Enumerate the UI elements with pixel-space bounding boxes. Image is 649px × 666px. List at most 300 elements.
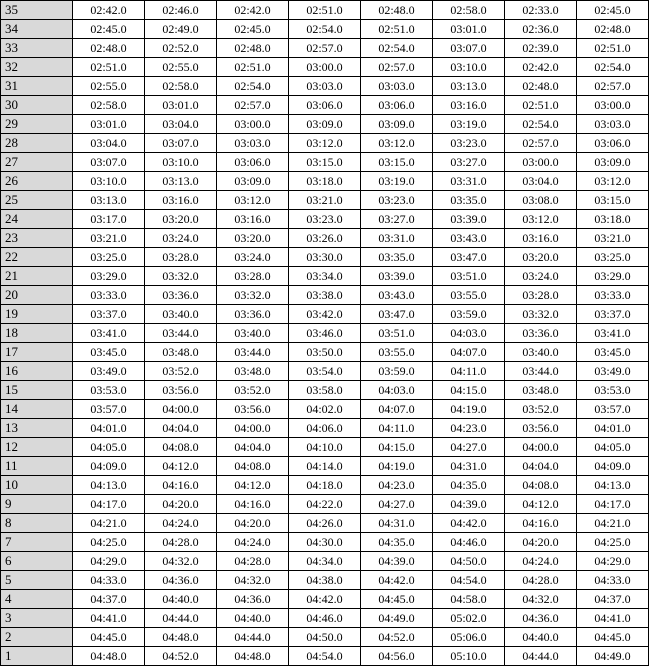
table-cell[interactable]: 03:16.0 <box>433 96 505 115</box>
table-cell[interactable]: 03:13.0 <box>73 191 145 210</box>
table-cell[interactable]: 03:49.0 <box>73 362 145 381</box>
table-cell[interactable]: 04:28.0 <box>145 533 217 552</box>
table-cell[interactable]: 04:13.0 <box>73 476 145 495</box>
table-cell[interactable]: 04:21.0 <box>577 514 649 533</box>
table-cell[interactable]: 03:06.0 <box>289 96 361 115</box>
row-number-cell[interactable]: 31 <box>1 77 73 96</box>
table-cell[interactable]: 02:58.0 <box>73 96 145 115</box>
row-number-cell[interactable]: 12 <box>1 438 73 457</box>
table-cell[interactable]: 03:00.0 <box>217 115 289 134</box>
table-cell[interactable]: 03:51.0 <box>361 324 433 343</box>
table-cell[interactable]: 04:04.0 <box>145 419 217 438</box>
table-cell[interactable]: 04:03.0 <box>433 324 505 343</box>
table-cell[interactable]: 03:48.0 <box>505 381 577 400</box>
table-cell[interactable]: 04:52.0 <box>145 647 217 666</box>
table-cell[interactable]: 03:48.0 <box>217 362 289 381</box>
table-cell[interactable]: 04:50.0 <box>433 552 505 571</box>
table-cell[interactable]: 02:51.0 <box>361 20 433 39</box>
table-cell[interactable]: 03:16.0 <box>145 191 217 210</box>
table-cell[interactable]: 04:10.0 <box>289 438 361 457</box>
table-cell[interactable]: 04:17.0 <box>577 495 649 514</box>
table-cell[interactable]: 04:04.0 <box>505 457 577 476</box>
table-cell[interactable]: 04:38.0 <box>289 571 361 590</box>
table-cell[interactable]: 02:49.0 <box>145 20 217 39</box>
row-number-cell[interactable]: 18 <box>1 324 73 343</box>
table-cell[interactable]: 03:28.0 <box>505 286 577 305</box>
table-cell[interactable]: 05:06.0 <box>433 628 505 647</box>
table-cell[interactable]: 04:29.0 <box>577 552 649 571</box>
table-cell[interactable]: 04:49.0 <box>361 609 433 628</box>
table-cell[interactable]: 02:54.0 <box>217 77 289 96</box>
table-cell[interactable]: 04:36.0 <box>217 590 289 609</box>
table-cell[interactable]: 03:42.0 <box>289 305 361 324</box>
table-cell[interactable]: 03:32.0 <box>145 267 217 286</box>
table-cell[interactable]: 03:09.0 <box>217 172 289 191</box>
table-cell[interactable]: 03:01.0 <box>73 115 145 134</box>
table-cell[interactable]: 04:32.0 <box>145 552 217 571</box>
table-cell[interactable]: 04:46.0 <box>289 609 361 628</box>
table-cell[interactable]: 03:58.0 <box>289 381 361 400</box>
table-cell[interactable]: 03:44.0 <box>217 343 289 362</box>
table-cell[interactable]: 04:12.0 <box>217 476 289 495</box>
table-cell[interactable]: 04:54.0 <box>289 647 361 666</box>
table-cell[interactable]: 04:32.0 <box>217 571 289 590</box>
table-cell[interactable]: 04:09.0 <box>73 457 145 476</box>
table-cell[interactable]: 04:20.0 <box>217 514 289 533</box>
table-cell[interactable]: 03:49.0 <box>577 362 649 381</box>
table-cell[interactable]: 04:45.0 <box>577 628 649 647</box>
table-cell[interactable]: 03:06.0 <box>361 96 433 115</box>
table-cell[interactable]: 03:15.0 <box>361 153 433 172</box>
table-cell[interactable]: 03:03.0 <box>361 77 433 96</box>
table-cell[interactable]: 02:57.0 <box>217 96 289 115</box>
table-cell[interactable]: 04:50.0 <box>289 628 361 647</box>
table-cell[interactable]: 03:28.0 <box>217 267 289 286</box>
table-cell[interactable]: 04:41.0 <box>73 609 145 628</box>
table-cell[interactable]: 03:19.0 <box>433 115 505 134</box>
table-cell[interactable]: 03:07.0 <box>145 134 217 153</box>
table-cell[interactable]: 03:04.0 <box>505 172 577 191</box>
row-number-cell[interactable]: 8 <box>1 514 73 533</box>
table-cell[interactable]: 04:11.0 <box>361 419 433 438</box>
table-cell[interactable]: 03:39.0 <box>433 210 505 229</box>
table-cell[interactable]: 04:37.0 <box>577 590 649 609</box>
table-cell[interactable]: 04:08.0 <box>217 457 289 476</box>
table-cell[interactable]: 03:30.0 <box>289 248 361 267</box>
table-cell[interactable]: 02:45.0 <box>73 20 145 39</box>
table-cell[interactable]: 04:34.0 <box>289 552 361 571</box>
row-number-cell[interactable]: 34 <box>1 20 73 39</box>
table-cell[interactable]: 04:19.0 <box>433 400 505 419</box>
table-cell[interactable]: 03:40.0 <box>145 305 217 324</box>
table-cell[interactable]: 02:42.0 <box>73 1 145 20</box>
table-cell[interactable]: 03:47.0 <box>361 305 433 324</box>
table-cell[interactable]: 03:23.0 <box>361 191 433 210</box>
table-cell[interactable]: 03:35.0 <box>361 248 433 267</box>
table-cell[interactable]: 02:52.0 <box>145 39 217 58</box>
table-cell[interactable]: 03:10.0 <box>433 58 505 77</box>
row-number-cell[interactable]: 21 <box>1 267 73 286</box>
table-cell[interactable]: 02:48.0 <box>361 1 433 20</box>
table-cell[interactable]: 04:21.0 <box>73 514 145 533</box>
table-cell[interactable]: 04:16.0 <box>145 476 217 495</box>
table-cell[interactable]: 03:21.0 <box>577 229 649 248</box>
table-cell[interactable]: 04:07.0 <box>433 343 505 362</box>
row-number-cell[interactable]: 19 <box>1 305 73 324</box>
table-cell[interactable]: 04:24.0 <box>217 533 289 552</box>
table-cell[interactable]: 03:24.0 <box>217 248 289 267</box>
table-cell[interactable]: 04:00.0 <box>505 438 577 457</box>
row-number-cell[interactable]: 16 <box>1 362 73 381</box>
row-number-cell[interactable]: 9 <box>1 495 73 514</box>
table-cell[interactable]: 03:10.0 <box>145 153 217 172</box>
table-cell[interactable]: 04:40.0 <box>145 590 217 609</box>
table-cell[interactable]: 03:59.0 <box>433 305 505 324</box>
table-cell[interactable]: 04:45.0 <box>361 590 433 609</box>
table-cell[interactable]: 04:29.0 <box>73 552 145 571</box>
table-cell[interactable]: 03:09.0 <box>577 153 649 172</box>
table-cell[interactable]: 04:39.0 <box>361 552 433 571</box>
table-cell[interactable]: 03:52.0 <box>145 362 217 381</box>
row-number-cell[interactable]: 22 <box>1 248 73 267</box>
table-cell[interactable]: 04:40.0 <box>217 609 289 628</box>
table-cell[interactable]: 03:21.0 <box>289 191 361 210</box>
table-cell[interactable]: 03:18.0 <box>577 210 649 229</box>
row-number-cell[interactable]: 28 <box>1 134 73 153</box>
table-cell[interactable]: 03:09.0 <box>361 115 433 134</box>
table-cell[interactable]: 03:12.0 <box>361 134 433 153</box>
table-cell[interactable]: 04:25.0 <box>577 533 649 552</box>
table-cell[interactable]: 03:10.0 <box>73 172 145 191</box>
row-number-cell[interactable]: 3 <box>1 609 73 628</box>
table-cell[interactable]: 03:01.0 <box>145 96 217 115</box>
table-cell[interactable]: 04:23.0 <box>433 419 505 438</box>
table-cell[interactable]: 04:42.0 <box>433 514 505 533</box>
table-cell[interactable]: 04:52.0 <box>361 628 433 647</box>
table-cell[interactable]: 04:44.0 <box>145 609 217 628</box>
table-cell[interactable]: 04:12.0 <box>505 495 577 514</box>
table-cell[interactable]: 03:56.0 <box>217 400 289 419</box>
row-number-cell[interactable]: 15 <box>1 381 73 400</box>
table-cell[interactable]: 03:25.0 <box>73 248 145 267</box>
table-cell[interactable]: 04:12.0 <box>145 457 217 476</box>
table-cell[interactable]: 03:45.0 <box>73 343 145 362</box>
table-cell[interactable]: 03:40.0 <box>505 343 577 362</box>
table-cell[interactable]: 04:35.0 <box>433 476 505 495</box>
table-cell[interactable]: 02:57.0 <box>289 39 361 58</box>
table-cell[interactable]: 02:45.0 <box>577 1 649 20</box>
table-cell[interactable]: 03:55.0 <box>361 343 433 362</box>
row-number-cell[interactable]: 4 <box>1 590 73 609</box>
table-cell[interactable]: 03:12.0 <box>217 191 289 210</box>
table-cell[interactable]: 04:17.0 <box>73 495 145 514</box>
table-cell[interactable]: 03:47.0 <box>433 248 505 267</box>
table-cell[interactable]: 04:03.0 <box>361 381 433 400</box>
table-cell[interactable]: 03:33.0 <box>73 286 145 305</box>
table-cell[interactable]: 02:54.0 <box>577 58 649 77</box>
table-cell[interactable]: 03:44.0 <box>505 362 577 381</box>
table-cell[interactable]: 03:54.0 <box>289 362 361 381</box>
table-cell[interactable]: 03:52.0 <box>505 400 577 419</box>
table-cell[interactable]: 03:15.0 <box>577 191 649 210</box>
table-cell[interactable]: 03:43.0 <box>433 229 505 248</box>
table-cell[interactable]: 04:16.0 <box>505 514 577 533</box>
table-cell[interactable]: 03:16.0 <box>505 229 577 248</box>
row-number-cell[interactable]: 20 <box>1 286 73 305</box>
table-cell[interactable]: 04:31.0 <box>361 514 433 533</box>
table-cell[interactable]: 04:39.0 <box>433 495 505 514</box>
table-cell[interactable]: 02:54.0 <box>361 39 433 58</box>
table-cell[interactable]: 04:05.0 <box>577 438 649 457</box>
table-cell[interactable]: 04:13.0 <box>577 476 649 495</box>
table-cell[interactable]: 03:24.0 <box>505 267 577 286</box>
table-cell[interactable]: 03:07.0 <box>433 39 505 58</box>
table-cell[interactable]: 02:51.0 <box>73 58 145 77</box>
table-cell[interactable]: 03:04.0 <box>145 115 217 134</box>
table-cell[interactable]: 03:16.0 <box>217 210 289 229</box>
table-cell[interactable]: 03:03.0 <box>577 115 649 134</box>
table-cell[interactable]: 05:10.0 <box>433 647 505 666</box>
row-number-cell[interactable]: 23 <box>1 229 73 248</box>
table-cell[interactable]: 02:48.0 <box>217 39 289 58</box>
table-cell[interactable]: 04:11.0 <box>433 362 505 381</box>
table-cell[interactable]: 02:57.0 <box>577 77 649 96</box>
table-cell[interactable]: 02:51.0 <box>289 1 361 20</box>
table-cell[interactable]: 04:48.0 <box>73 647 145 666</box>
table-cell[interactable]: 04:54.0 <box>433 571 505 590</box>
table-cell[interactable]: 03:18.0 <box>289 172 361 191</box>
table-cell[interactable]: 04:01.0 <box>73 419 145 438</box>
table-cell[interactable]: 03:33.0 <box>577 286 649 305</box>
row-number-cell[interactable]: 26 <box>1 172 73 191</box>
table-cell[interactable]: 03:32.0 <box>505 305 577 324</box>
table-cell[interactable]: 02:42.0 <box>505 58 577 77</box>
table-cell[interactable]: 03:19.0 <box>361 172 433 191</box>
table-cell[interactable]: 03:21.0 <box>73 229 145 248</box>
table-cell[interactable]: 02:51.0 <box>505 96 577 115</box>
table-cell[interactable]: 03:20.0 <box>145 210 217 229</box>
table-cell[interactable]: 03:24.0 <box>145 229 217 248</box>
row-number-cell[interactable]: 13 <box>1 419 73 438</box>
table-cell[interactable]: 03:38.0 <box>289 286 361 305</box>
table-cell[interactable]: 04:46.0 <box>433 533 505 552</box>
table-cell[interactable]: 03:00.0 <box>577 96 649 115</box>
table-cell[interactable]: 03:29.0 <box>73 267 145 286</box>
table-cell[interactable]: 03:43.0 <box>361 286 433 305</box>
table-cell[interactable]: 04:48.0 <box>217 647 289 666</box>
table-cell[interactable]: 04:06.0 <box>289 419 361 438</box>
table-cell[interactable]: 03:55.0 <box>433 286 505 305</box>
table-cell[interactable]: 04:15.0 <box>361 438 433 457</box>
row-number-cell[interactable]: 5 <box>1 571 73 590</box>
table-cell[interactable]: 04:04.0 <box>217 438 289 457</box>
table-cell[interactable]: 03:51.0 <box>433 267 505 286</box>
table-cell[interactable]: 02:45.0 <box>217 20 289 39</box>
table-cell[interactable]: 03:26.0 <box>289 229 361 248</box>
table-cell[interactable]: 04:36.0 <box>145 571 217 590</box>
table-cell[interactable]: 02:54.0 <box>289 20 361 39</box>
table-cell[interactable]: 03:06.0 <box>217 153 289 172</box>
table-cell[interactable]: 03:06.0 <box>577 134 649 153</box>
row-number-cell[interactable]: 27 <box>1 153 73 172</box>
table-cell[interactable]: 04:05.0 <box>73 438 145 457</box>
table-cell[interactable]: 03:00.0 <box>289 58 361 77</box>
table-cell[interactable]: 04:32.0 <box>505 590 577 609</box>
table-cell[interactable]: 04:26.0 <box>289 514 361 533</box>
table-cell[interactable]: 03:44.0 <box>145 324 217 343</box>
table-cell[interactable]: 04:28.0 <box>217 552 289 571</box>
table-cell[interactable]: 03:27.0 <box>361 210 433 229</box>
row-number-cell[interactable]: 6 <box>1 552 73 571</box>
table-cell[interactable]: 04:09.0 <box>577 457 649 476</box>
table-cell[interactable]: 04:36.0 <box>505 609 577 628</box>
table-cell[interactable]: 03:36.0 <box>145 286 217 305</box>
table-cell[interactable]: 04:08.0 <box>145 438 217 457</box>
table-cell[interactable]: 03:01.0 <box>433 20 505 39</box>
table-cell[interactable]: 02:55.0 <box>145 58 217 77</box>
table-cell[interactable]: 04:58.0 <box>433 590 505 609</box>
table-cell[interactable]: 03:28.0 <box>145 248 217 267</box>
row-number-cell[interactable]: 7 <box>1 533 73 552</box>
row-number-cell[interactable]: 1 <box>1 647 73 666</box>
row-number-cell[interactable]: 14 <box>1 400 73 419</box>
table-cell[interactable]: 04:22.0 <box>289 495 361 514</box>
table-cell[interactable]: 04:24.0 <box>505 552 577 571</box>
table-cell[interactable]: 04:02.0 <box>289 400 361 419</box>
table-cell[interactable]: 02:51.0 <box>577 39 649 58</box>
table-cell[interactable]: 03:50.0 <box>289 343 361 362</box>
table-cell[interactable]: 03:12.0 <box>289 134 361 153</box>
table-cell[interactable]: 03:29.0 <box>577 267 649 286</box>
table-cell[interactable]: 04:16.0 <box>217 495 289 514</box>
table-cell[interactable]: 04:49.0 <box>577 647 649 666</box>
table-cell[interactable]: 04:20.0 <box>505 533 577 552</box>
table-cell[interactable]: 03:56.0 <box>505 419 577 438</box>
table-cell[interactable]: 03:52.0 <box>217 381 289 400</box>
table-cell[interactable]: 02:58.0 <box>145 77 217 96</box>
table-cell[interactable]: 02:57.0 <box>361 58 433 77</box>
table-cell[interactable]: 04:27.0 <box>361 495 433 514</box>
table-cell[interactable]: 03:36.0 <box>217 305 289 324</box>
table-cell[interactable]: 03:46.0 <box>289 324 361 343</box>
row-number-cell[interactable]: 11 <box>1 457 73 476</box>
table-cell[interactable]: 03:37.0 <box>73 305 145 324</box>
table-cell[interactable]: 03:07.0 <box>73 153 145 172</box>
table-cell[interactable]: 02:46.0 <box>145 1 217 20</box>
table-cell[interactable]: 03:41.0 <box>73 324 145 343</box>
table-cell[interactable]: 04:08.0 <box>505 476 577 495</box>
table-cell[interactable]: 02:36.0 <box>505 20 577 39</box>
table-cell[interactable]: 04:19.0 <box>361 457 433 476</box>
table-cell[interactable]: 04:01.0 <box>577 419 649 438</box>
table-cell[interactable]: 04:23.0 <box>361 476 433 495</box>
table-cell[interactable]: 03:31.0 <box>361 229 433 248</box>
table-cell[interactable]: 02:48.0 <box>505 77 577 96</box>
table-cell[interactable]: 03:17.0 <box>73 210 145 229</box>
table-cell[interactable]: 03:27.0 <box>433 153 505 172</box>
row-number-cell[interactable]: 25 <box>1 191 73 210</box>
table-cell[interactable]: 03:45.0 <box>577 343 649 362</box>
row-number-cell[interactable]: 35 <box>1 1 73 20</box>
table-cell[interactable]: 04:15.0 <box>433 381 505 400</box>
table-cell[interactable]: 04:25.0 <box>73 533 145 552</box>
table-cell[interactable]: 04:45.0 <box>73 628 145 647</box>
table-cell[interactable]: 03:23.0 <box>433 134 505 153</box>
table-cell[interactable]: 04:24.0 <box>145 514 217 533</box>
table-cell[interactable]: 04:07.0 <box>361 400 433 419</box>
table-cell[interactable]: 04:18.0 <box>289 476 361 495</box>
table-cell[interactable]: 04:41.0 <box>577 609 649 628</box>
table-cell[interactable]: 04:27.0 <box>433 438 505 457</box>
table-cell[interactable]: 03:53.0 <box>577 381 649 400</box>
row-number-cell[interactable]: 30 <box>1 96 73 115</box>
table-cell[interactable]: 04:00.0 <box>145 400 217 419</box>
table-cell[interactable]: 04:42.0 <box>289 590 361 609</box>
table-cell[interactable]: 03:32.0 <box>217 286 289 305</box>
table-cell[interactable]: 03:34.0 <box>289 267 361 286</box>
table-cell[interactable]: 04:33.0 <box>577 571 649 590</box>
table-cell[interactable]: 04:00.0 <box>217 419 289 438</box>
table-cell[interactable]: 04:40.0 <box>505 628 577 647</box>
table-cell[interactable]: 03:57.0 <box>577 400 649 419</box>
row-number-cell[interactable]: 33 <box>1 39 73 58</box>
table-cell[interactable]: 02:55.0 <box>73 77 145 96</box>
row-number-cell[interactable]: 17 <box>1 343 73 362</box>
table-cell[interactable]: 04:33.0 <box>73 571 145 590</box>
table-cell[interactable]: 03:20.0 <box>217 229 289 248</box>
table-cell[interactable]: 03:09.0 <box>289 115 361 134</box>
table-cell[interactable]: 02:39.0 <box>505 39 577 58</box>
table-cell[interactable]: 03:35.0 <box>433 191 505 210</box>
table-cell[interactable]: 03:25.0 <box>577 248 649 267</box>
table-cell[interactable]: 04:31.0 <box>433 457 505 476</box>
row-number-cell[interactable]: 29 <box>1 115 73 134</box>
table-cell[interactable]: 03:12.0 <box>577 172 649 191</box>
table-cell[interactable]: 02:48.0 <box>577 20 649 39</box>
row-number-cell[interactable]: 32 <box>1 58 73 77</box>
row-number-cell[interactable]: 24 <box>1 210 73 229</box>
table-cell[interactable]: 04:35.0 <box>361 533 433 552</box>
table-cell[interactable]: 03:08.0 <box>505 191 577 210</box>
table-cell[interactable]: 02:42.0 <box>217 1 289 20</box>
table-cell[interactable]: 04:44.0 <box>217 628 289 647</box>
table-cell[interactable]: 03:57.0 <box>73 400 145 419</box>
table-cell[interactable]: 03:03.0 <box>289 77 361 96</box>
table-cell[interactable]: 03:00.0 <box>505 153 577 172</box>
table-cell[interactable]: 03:41.0 <box>577 324 649 343</box>
row-number-cell[interactable]: 2 <box>1 628 73 647</box>
table-cell[interactable]: 03:13.0 <box>433 77 505 96</box>
table-cell[interactable]: 03:39.0 <box>361 267 433 286</box>
table-cell[interactable]: 03:13.0 <box>145 172 217 191</box>
table-cell[interactable]: 03:15.0 <box>289 153 361 172</box>
table-cell[interactable]: 03:20.0 <box>505 248 577 267</box>
table-cell[interactable]: 03:31.0 <box>433 172 505 191</box>
table-cell[interactable]: 04:14.0 <box>289 457 361 476</box>
table-cell[interactable]: 04:42.0 <box>361 571 433 590</box>
table-cell[interactable]: 05:02.0 <box>433 609 505 628</box>
table-cell[interactable]: 03:48.0 <box>145 343 217 362</box>
table-cell[interactable]: 02:51.0 <box>217 58 289 77</box>
table-cell[interactable]: 02:57.0 <box>505 134 577 153</box>
table-cell[interactable]: 04:56.0 <box>361 647 433 666</box>
table-cell[interactable]: 03:53.0 <box>73 381 145 400</box>
table-cell[interactable]: 03:12.0 <box>505 210 577 229</box>
table-cell[interactable]: 04:20.0 <box>145 495 217 514</box>
table-cell[interactable]: 04:37.0 <box>73 590 145 609</box>
table-cell[interactable]: 04:48.0 <box>145 628 217 647</box>
row-number-cell[interactable]: 10 <box>1 476 73 495</box>
